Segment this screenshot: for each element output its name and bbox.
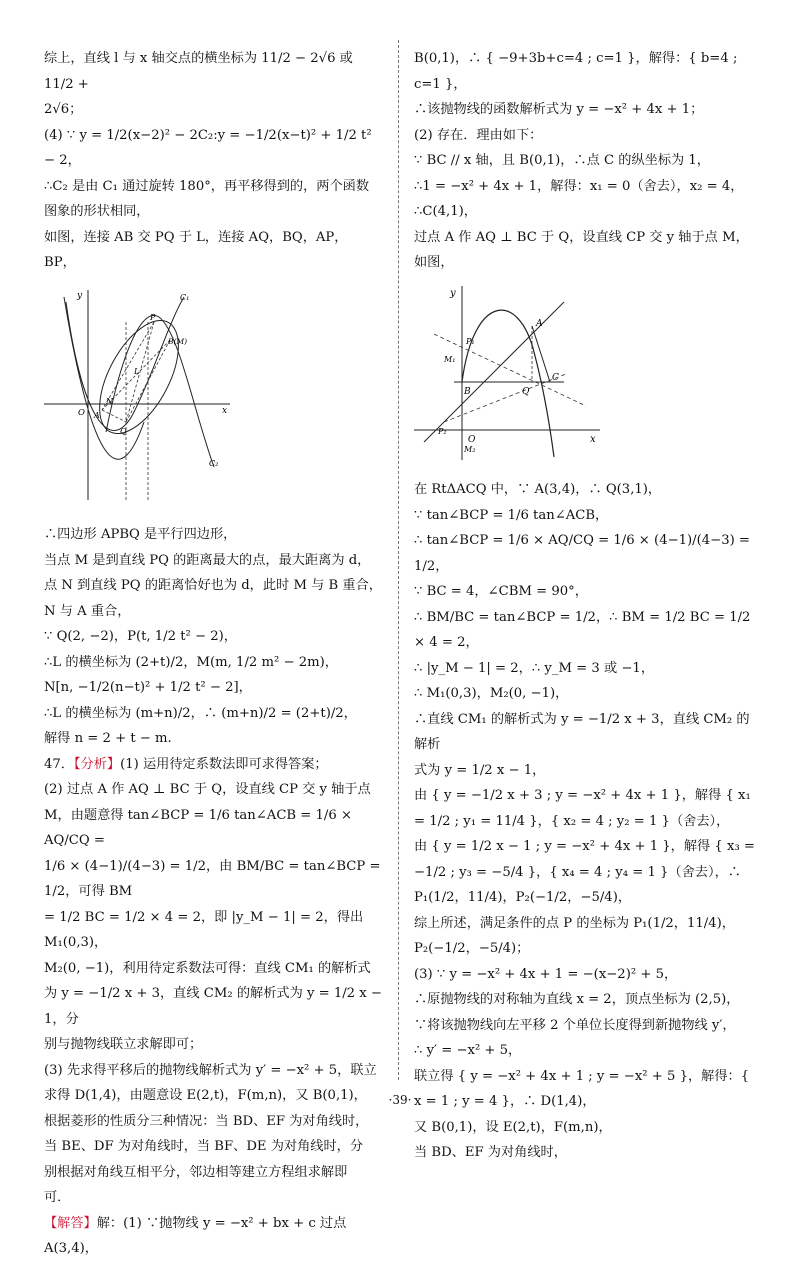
question-number: 47． (44, 756, 74, 772)
text-line: ∴该抛物线的函数解析式为 y = −x² + 4x + 1； (414, 102, 704, 117)
label-o: O (468, 434, 476, 445)
text-line: ∴C₂ 是由 C₁ 通过旋转 180°，再平移得到的，两个函数 (44, 178, 370, 194)
label-y: y (77, 290, 83, 301)
text-line: 别与抛物线联立求解即可； (44, 1037, 203, 1052)
figure-parabola-abc (414, 282, 760, 472)
right-column (414, 46, 760, 1166)
text-line: ∵ Q(2, −2)，P(t, 1/2 t² − 2)， (44, 629, 237, 644)
figure-parabolas-c1-c2 (44, 282, 382, 517)
text-line: 根据菱形的性质分三种情况：当 BD、EF 为对角线时， (44, 1113, 369, 1129)
text-line: 1/6 × (4−1)/(4−3) = 1/2，由 BM/BC = tan∠BCP = 1/2，可得 BM (44, 858, 381, 899)
label-b: B (464, 386, 471, 397)
label-o: O (78, 407, 85, 418)
text-line: 综上，直线 l 与 x 轴交点的横坐标为 11/2 − 2√6 或 11/2 + (44, 51, 353, 92)
text-line: 解得 n = 2 + t − m. (44, 731, 172, 746)
text-line: 可． (44, 1190, 71, 1205)
text-line: ∴原抛物线的对称轴为直线 x = 2，顶点坐标为 (2,5)， (414, 992, 740, 1007)
text-line: ∴L 的横坐标为 (2+t)/2，M(m, 1/2 m² − 2m)， (44, 654, 338, 670)
text-line: ∵ tan∠BCP = 1/6 tan∠ACB， (414, 507, 609, 523)
text-line: 为 y = −1/2 x + 3，直线 CM₂ 的解析式为 y = 1/2 x − 1，分 (44, 986, 382, 1027)
text-line: 如图，连接 AB 交 PQ 于 L，连接 AQ，BQ，AP， (44, 229, 348, 245)
text-line: 当 BE、DF 为对角线时，当 BF、DE 为对角线时，分 (44, 1139, 364, 1154)
label-n: N (106, 396, 113, 406)
text-line: BP， (44, 255, 76, 270)
text-line: 由 { y = 1/2 x − 1 ; y = −x² + 4x + 1 }，解得 { x₃ = −1/2 ; y₃ = −5/4 }，{ x₄ = 4 ; y₄ = 1 }（舍去），∴ (414, 839, 755, 880)
text-line: (4) ∵ y = 1/2(x−2)² − 2C₂:y = −1/2(x−t)² + 1/2 t² − 2， (44, 127, 372, 168)
text-line: (2) 存在．理由如下： (414, 127, 543, 143)
text-line: M₂(0, −1)，利用待定系数法可得：直线 CM₁ 的解析式 (44, 960, 371, 976)
text-line: P₁(1/2，11/4)，P₂(−1/2，−5/4)， (414, 890, 632, 905)
text-line: 点 N 到直线 PQ 的距离恰好也为 d，此时 M 与 B 重合， (44, 578, 382, 593)
text-line: ∴ y′ = −x² + 5， (414, 1043, 522, 1058)
text-line: ∵将该抛物线向左平移 2 个单位长度得到新抛物线 y′， (414, 1017, 736, 1033)
text-line: ∴1 = −x² + 4x + 1，解得：x₁ = 0（舍去），x₂ = 4， (414, 178, 744, 194)
text-line: 由 { y = −1/2 x + 3 ; y = −x² + 4x + 1 }，解得 { x₁ = 1/2 ; y₁ = 11/4 }，{ x₂ = 4 ; y₂ = 1 }（舍去）， (414, 788, 751, 829)
text-line: ∴ M₁(0,3)，M₂(0, −1)， (414, 686, 569, 701)
analysis-first: (1) 运用待定系数法即可求得答案； (120, 756, 328, 772)
text-line: (3) ∵ y = −x² + 4x + 1 = −(x−2)² + 5， (414, 966, 678, 982)
text-line: 联立得 { y = −x² + 4x + 1 ; y = −x² + 5 }，解得：{ x = 1 ; y = 4 }，∴ D(1,4)， (414, 1068, 750, 1109)
text-line: 过点 A 作 AQ ⊥ BC 于 Q，设直线 CP 交 y 轴于点 M， (414, 229, 749, 245)
label-c: C (552, 372, 559, 383)
label-p1: P₁ (466, 336, 475, 346)
text-line: N 与 A 重合， (44, 603, 131, 619)
text-line: 当 BD、EF 为对角线时， (414, 1145, 567, 1160)
text-line: 在 RtΔACQ 中，∵ A(3,4)，∴ Q(3,1)， (414, 482, 662, 497)
text-line: 式为 y = 1/2 x − 1， (414, 762, 546, 778)
label-a: A (94, 410, 100, 420)
analysis-tag: 【分析】 (73, 756, 121, 772)
text-line: 2√6； (44, 102, 83, 117)
label-y: y (450, 287, 456, 299)
text-line: ∴四边形 APBQ 是平行四边形， (44, 527, 237, 542)
text-line: 别根据对角线互相平分，邻边相等建立方程组求解即 (44, 1164, 348, 1180)
label-b: B(M) (168, 336, 188, 346)
question-47-heading (44, 752, 382, 778)
text-line: (3) 先求得平移后的抛物线解析式为 y′ = −x² + 5，联立 (44, 1062, 377, 1078)
text-line: N[n, −1/2(n−t)² + 1/2 t² − 2]， (44, 680, 252, 695)
text-line: 综上所述，满足条件的点 P 的坐标为 P₁(1/2，11/4)， (414, 915, 735, 931)
label-q: Q (522, 386, 530, 397)
text-line: (2) 过点 A 作 AQ ⊥ BC 于 Q，设直线 CP 交 y 轴于点 (44, 782, 371, 797)
text-line: ∵ BC // x 轴，且 B(0,1)，∴点 C 的纵坐标为 1， (414, 153, 710, 168)
page-number: ·39· (388, 1093, 412, 1107)
label-c2: C₂ (209, 458, 219, 468)
text-line: ∴ BM/BC = tan∠BCP = 1/2，∴ BM = 1/2 BC = 1/2 × 4 = 2， (414, 609, 751, 650)
text-line: 当点 M 是到直线 PQ 的距离最大的点，最大距离为 d， (44, 552, 371, 568)
label-p: P (150, 312, 156, 322)
label-m2: M₂ (464, 444, 476, 454)
answer-text: 解：(1) ∵抛物线 y = −x² + bx + c 过点 A(3,4)， (44, 1215, 347, 1256)
left-column (44, 46, 382, 1262)
label-p2: P₂ (438, 426, 447, 436)
label-m1: M₁ (444, 354, 456, 364)
text-line: = 1/2 BC = 1/2 × 4 = 2，即 |y_M − 1| = 2，得出 M₁(0,3)， (44, 909, 364, 950)
label-q: Q (120, 426, 127, 436)
answer-heading (44, 1211, 382, 1262)
text-line: ∵ BC = 4，∠CBM = 90°， (414, 584, 588, 599)
text-line: M，由题意得 tan∠BCP = 1/6 tan∠ACB = 1/6 × AQ/CQ = (44, 807, 352, 848)
text-line: ∴直线 CM₁ 的解析式为 y = −1/2 x + 3，直线 CM₂ 的解析 (414, 711, 750, 752)
text-line: 如图， (414, 255, 454, 270)
text-line: ∴ |y_M − 1| = 2，∴ y_M = 3 或 −1， (414, 660, 655, 676)
answer-tag: 【解答】 (44, 1215, 97, 1231)
text-line: 求得 D(1,4)，由题意设 E(2,t)，F(m,n)，又 B(0,1)， (44, 1088, 367, 1103)
label-a: A (536, 318, 543, 329)
column-divider (398, 40, 399, 1080)
label-x: x (590, 433, 596, 445)
text-line: P₂(−1/2，−5/4)； (414, 941, 530, 956)
text-line: 又 B(0,1)，设 E(2,t)，F(m,n)， (414, 1119, 612, 1135)
label-l: L (134, 366, 140, 376)
label-x: x (222, 405, 228, 416)
label-c1: C₁ (180, 292, 190, 302)
text-line: 图象的形状相同， (44, 204, 150, 219)
text-line: ∴L 的横坐标为 (m+n)/2，∴ (m+n)/2 = (2+t)/2， (44, 705, 357, 721)
text-line: ∴ tan∠BCP = 1/6 × AQ/CQ = 1/6 × (4−1)/(4−3) = 1/2， (414, 533, 750, 574)
text-line: B(0,1)，∴ { −9+3b+c=4 ; c=1 }，解得：{ b=4 ; c=1 }， (414, 51, 738, 92)
text-line: ∴C(4,1)， (414, 204, 477, 219)
